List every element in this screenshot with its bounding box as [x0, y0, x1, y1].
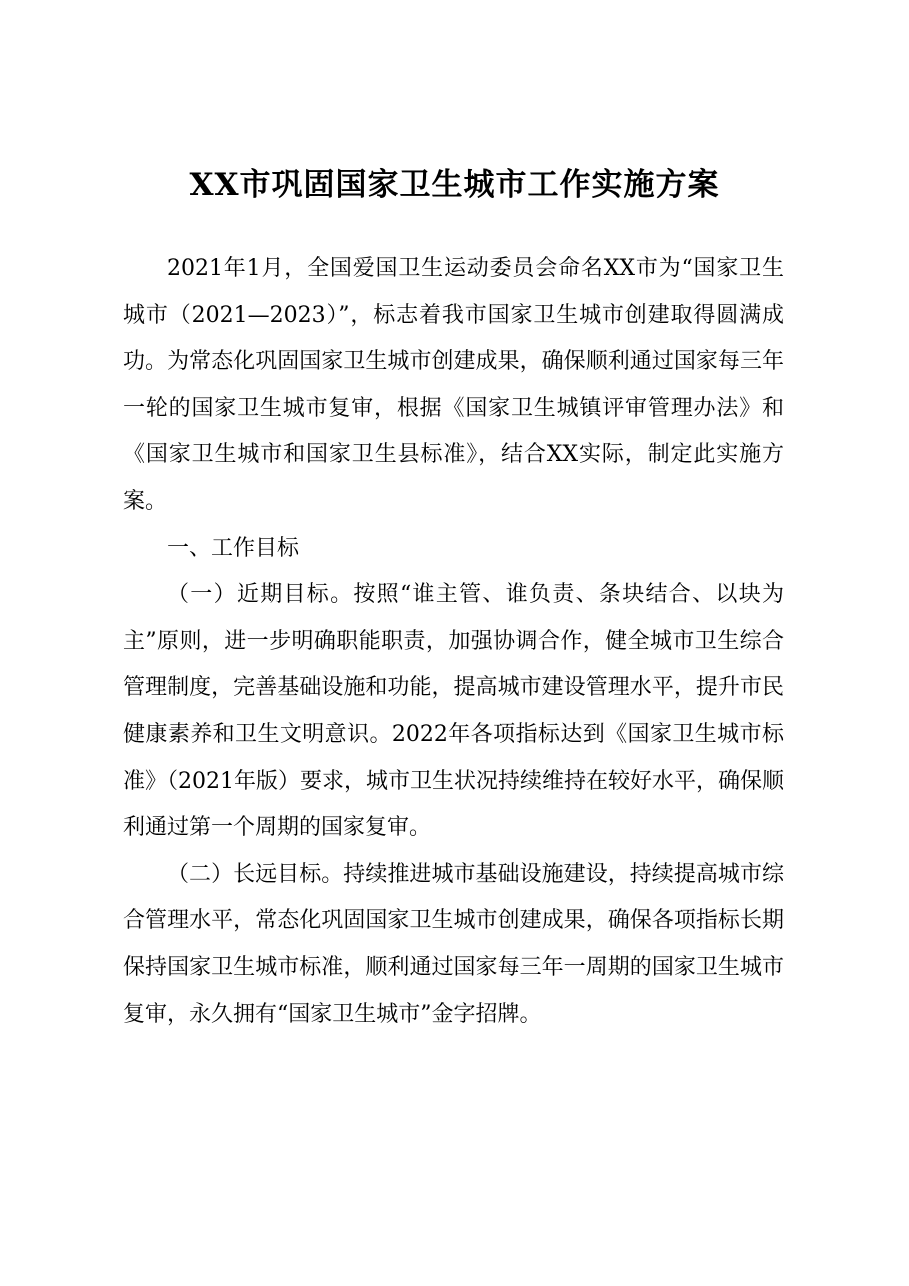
- intro-paragraph: 2021年1月，全国爱国卫生运动委员会命名XX市为“国家卫生城市（2021—2023）”，标志着我市国家卫生城市创建取得圆满成功。为常态化巩固国家卫生城市创建成果，确保顺利通过国家每三年一轮的国家卫生城市复审，根据《国家卫生城镇评审管理办法》和《国家卫生城市和国家卫生县标准》，结合XX实际，制定此实施方案。: [123, 256, 784, 514]
- long-term-goal-paragraph: （二）长远目标。持续推进城市基础设施建设，持续提高城市综合管理水平，常态化巩固国家卫生城市创建成果，确保各项指标长期保持国家卫生城市标准，顺利通过国家每三年一周期的国家卫生城市复审，永久拥有“国家卫生城市”金字招牌。: [123, 861, 784, 1027]
- near-term-goal-paragraph: （一）近期目标。按照“谁主管、谁负责、条块结合、以块为主”原则，进一步明确职能职责，加强协调合作，健全城市卫生综合管理制度，完善基础设施和功能，提高城市建设管理水平，提升市民健康素养和卫生文明意识。2022年各项指标达到《国家卫生城市标准》（2021年版）要求，城市卫生状况持续维持在较好水平，确保顺利通过第一个周期的国家复审。: [123, 582, 784, 841]
- section-heading-work-goals: 一、工作目标: [167, 535, 300, 561]
- document-title: XX市巩固国家卫生城市工作实施方案: [189, 167, 720, 203]
- document-body: [123, 246, 784, 1038]
